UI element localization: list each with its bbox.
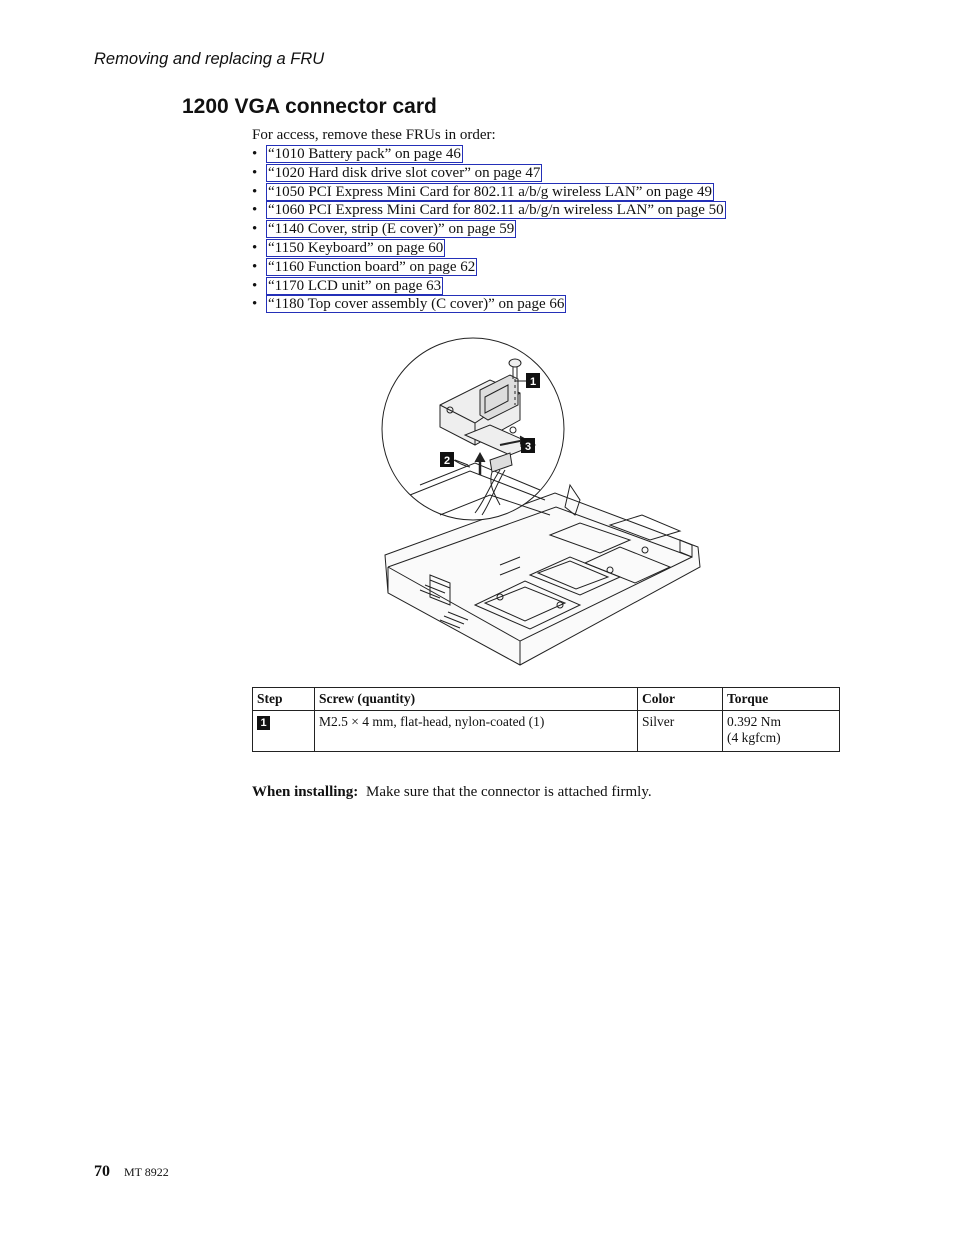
list-item: • “1010 Battery pack” on page 46 (252, 146, 461, 162)
list-item: • “1170 LCD unit” on page 63 (252, 277, 442, 294)
torque-value-alt: (4 kgfcm) (727, 730, 781, 745)
section-title: 1200 VGA connector card (182, 95, 437, 118)
fru-removal-list (252, 145, 726, 314)
list-item: • “1140 Cover, strip (E cover)” on page 59 (252, 221, 515, 238)
page-number: 70 (94, 1163, 110, 1180)
list-item: • “1180 Top cover assembly (C cover)” on page 66 (252, 296, 565, 313)
list-item: • “1150 Keyboard” on page 60 (252, 239, 444, 256)
fru-link-1140[interactable]: “1140 Cover, strip (E cover)” on page 59 (268, 221, 515, 238)
column-header-color: Color (638, 688, 723, 711)
fru-link-1180[interactable]: “1180 Top cover assembly (C cover)” on page 66 (268, 296, 565, 313)
access-intro: For access, remove these FRUs in order: (252, 127, 496, 143)
fru-link-1020[interactable]: “1020 Hard disk drive slot cover” on page 47 (268, 164, 541, 181)
document-id: MT 8922 (124, 1165, 169, 1179)
list-item: • “1050 PCI Express Mini Card for 802.11 a/b/g wireless LAN” on page 49 (252, 183, 712, 200)
list-item: • “1160 Function board” on page 62 (252, 258, 476, 275)
callout-3 (521, 438, 535, 453)
step-badge: 1 (257, 716, 270, 730)
torque-value: 0.392 Nm (727, 714, 781, 729)
column-header-torque: Torque (723, 688, 840, 711)
page-footer (94, 1163, 169, 1181)
running-head: Removing and replacing a FRU (94, 50, 325, 68)
fru-link-1170[interactable]: “1170 LCD unit” on page 63 (268, 277, 442, 294)
note-label: When installing: (252, 784, 359, 800)
screw-table (252, 687, 840, 752)
table-header-row (253, 688, 840, 711)
list-item: • “1060 PCI Express Mini Card for 802.11 a/b/g/n wireless LAN” on page 50 (252, 202, 724, 219)
fru-link-1060[interactable]: “1060 PCI Express Mini Card for 802.11 a/b/g/n wireless LAN” on page 50 (268, 202, 724, 219)
vga-card-removal-illustration (380, 335, 716, 673)
note-text: Make sure that the connector is attached firmly. (366, 784, 652, 800)
list-item: • “1020 Hard disk drive slot cover” on page 47 (252, 164, 541, 181)
screw-cell: M2.5 × 4 mm, flat-head, nylon-coated (1) (315, 711, 638, 752)
fru-link-1150[interactable]: “1150 Keyboard” on page 60 (268, 239, 444, 256)
fru-link-1160[interactable]: “1160 Function board” on page 62 (268, 258, 476, 275)
table-row (253, 711, 840, 752)
callout-1-label: 1 (529, 376, 537, 388)
callout-2 (440, 452, 454, 467)
fru-link-1050[interactable]: “1050 PCI Express Mini Card for 802.11 a/b/g wireless LAN” on page 49 (268, 183, 712, 200)
callout-2-label: 2 (443, 455, 451, 467)
callout-3-label: 3 (524, 441, 532, 453)
torque-cell (723, 711, 840, 752)
fru-link-1010[interactable]: “1010 Battery pack” on page 46 (268, 146, 461, 162)
callout-1 (526, 373, 540, 388)
color-cell: Silver (638, 711, 723, 752)
column-header-step: Step (253, 688, 315, 711)
column-header-screw: Screw (quantity) (315, 688, 638, 711)
installation-note (252, 784, 652, 801)
step-cell (253, 711, 315, 752)
